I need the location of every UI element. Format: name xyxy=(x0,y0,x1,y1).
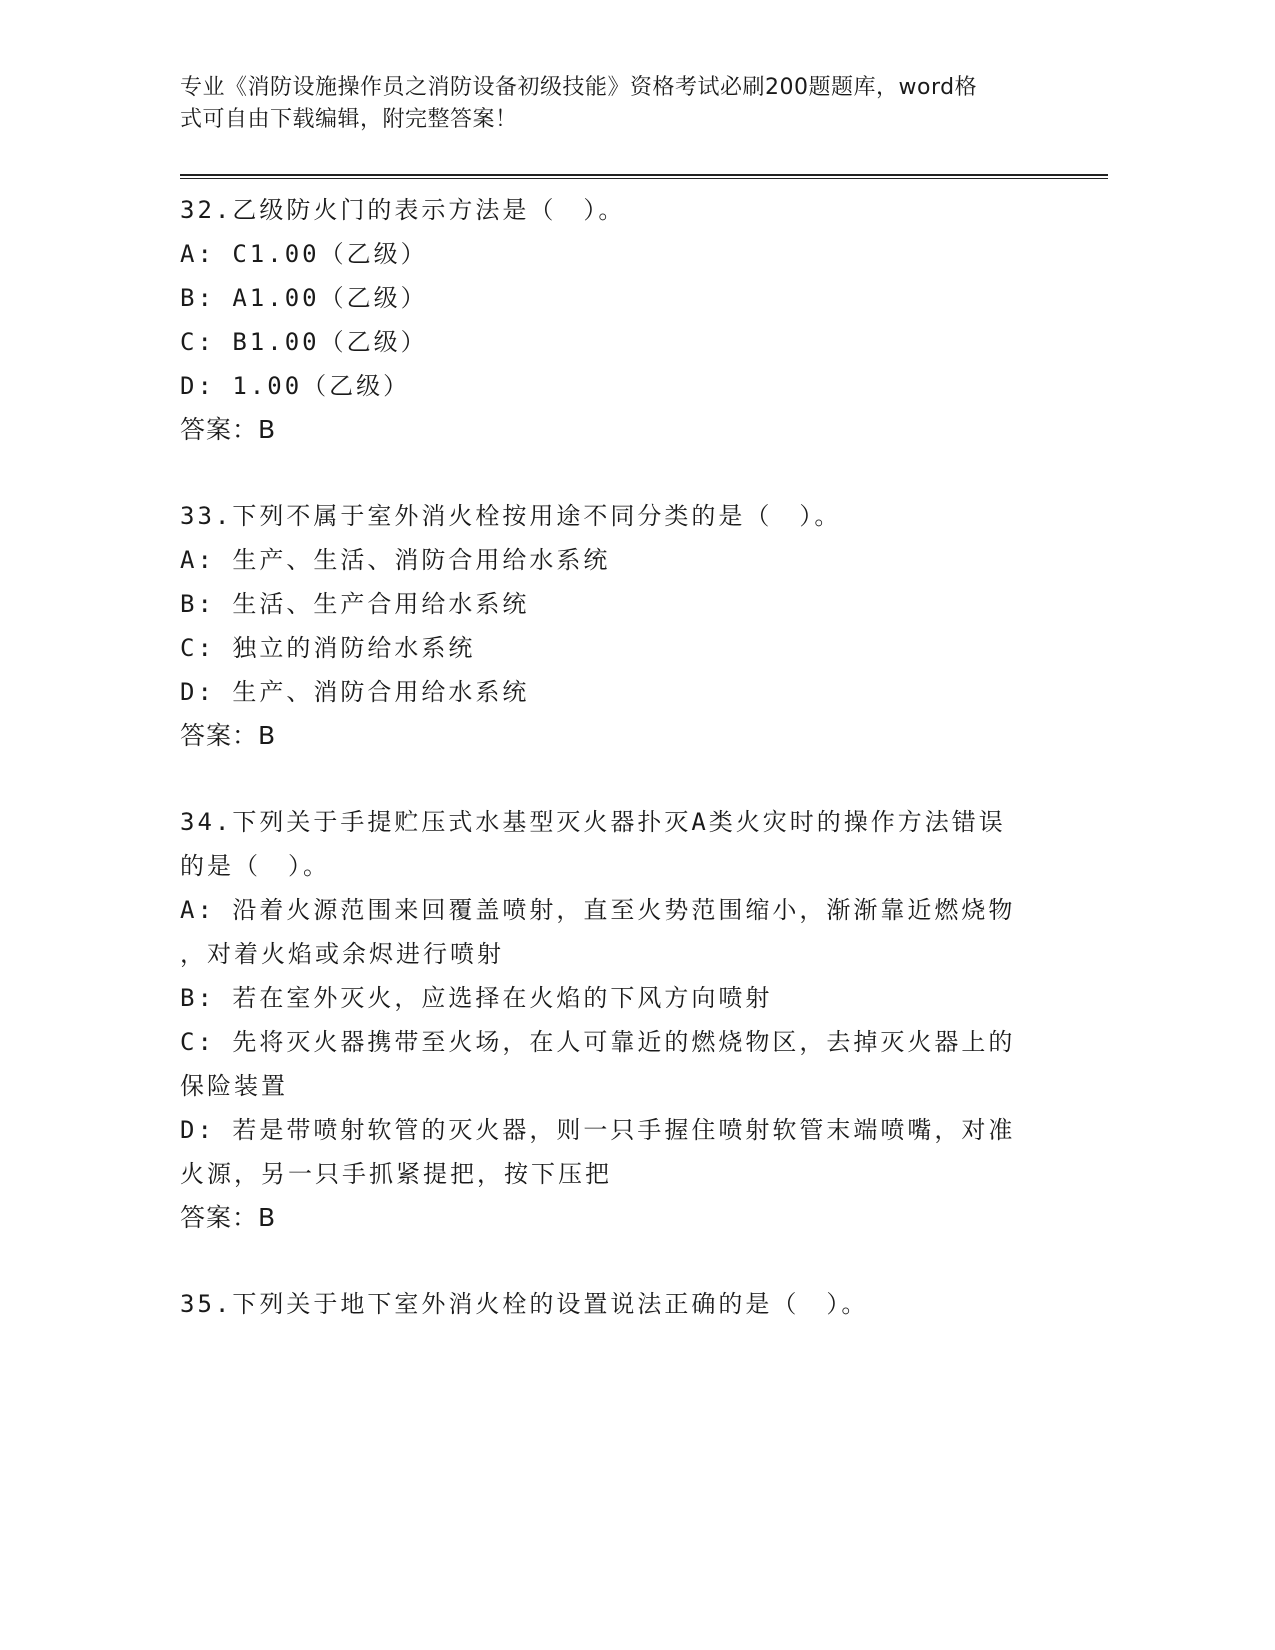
option-a-line-1: A: 沿着火源范围来回覆盖喷射，直至火势范围缩小，渐渐靠近燃烧物 xyxy=(180,896,1016,924)
answer-label: 答案：B xyxy=(180,721,277,750)
option-a: A: C1.00（乙级） xyxy=(180,240,428,268)
option-c: C: 独立的消防给水系统 xyxy=(180,634,476,662)
option-d: D: 1.00（乙级） xyxy=(180,372,411,400)
option-c-line-2: 保险装置 xyxy=(180,1072,288,1100)
option-c: C: B1.00（乙级） xyxy=(180,328,428,356)
question-32 xyxy=(180,188,1060,452)
option-b: B: 若在室外灭火，应选择在火焰的下风方向喷射 xyxy=(180,984,773,1012)
option-b: B: A1.00（乙级） xyxy=(180,284,428,312)
question-stem: 35.下列关于地下室外消火栓的设置说法正确的是（ ）。 xyxy=(180,1290,869,1318)
option-a: A: 生产、生活、消防合用给水系统 xyxy=(180,546,611,574)
question-34 xyxy=(180,800,1060,1240)
question-list xyxy=(180,188,1060,1368)
answer-label: 答案：B xyxy=(180,1203,277,1232)
option-d-line-1: D: 若是带喷射软管的灭火器，则一只手握住喷射软管末端喷嘴，对准 xyxy=(180,1116,1016,1144)
question-stem-line-1: 34.下列关于手提贮压式水基型灭火器扑灭A类火灾时的操作方法错误 xyxy=(180,808,1006,836)
option-d: D: 生产、消防合用给水系统 xyxy=(180,678,530,706)
answer-label: 答案：B xyxy=(180,415,277,444)
option-b: B: 生活、生产合用给水系统 xyxy=(180,590,530,618)
question-stem: 33.下列不属于室外消火栓按用途不同分类的是（ ）。 xyxy=(180,502,842,530)
header-line-2: 式可自由下载编辑，附完整答案！ xyxy=(180,107,518,132)
document-header xyxy=(180,72,1040,136)
option-c-line-1: C: 先将灭火器携带至火场，在人可靠近的燃烧物区，去掉灭火器上的 xyxy=(180,1028,1016,1056)
question-stem: 32.乙级防火门的表示方法是（ ）。 xyxy=(180,196,626,224)
header-divider xyxy=(180,174,1108,179)
option-a-line-2: ，对着火焰或余烬进行喷射 xyxy=(180,940,504,968)
question-33 xyxy=(180,494,1060,758)
header-line-1: 专业《消防设施操作员之消防设备初级技能》资格考试必刷200题题库，word格 xyxy=(180,75,978,100)
question-stem-line-2: 的是（ ）。 xyxy=(180,852,330,880)
option-d-line-2: 火源，另一只手抓紧提把，按下压把 xyxy=(180,1160,612,1188)
question-35 xyxy=(180,1282,1060,1326)
